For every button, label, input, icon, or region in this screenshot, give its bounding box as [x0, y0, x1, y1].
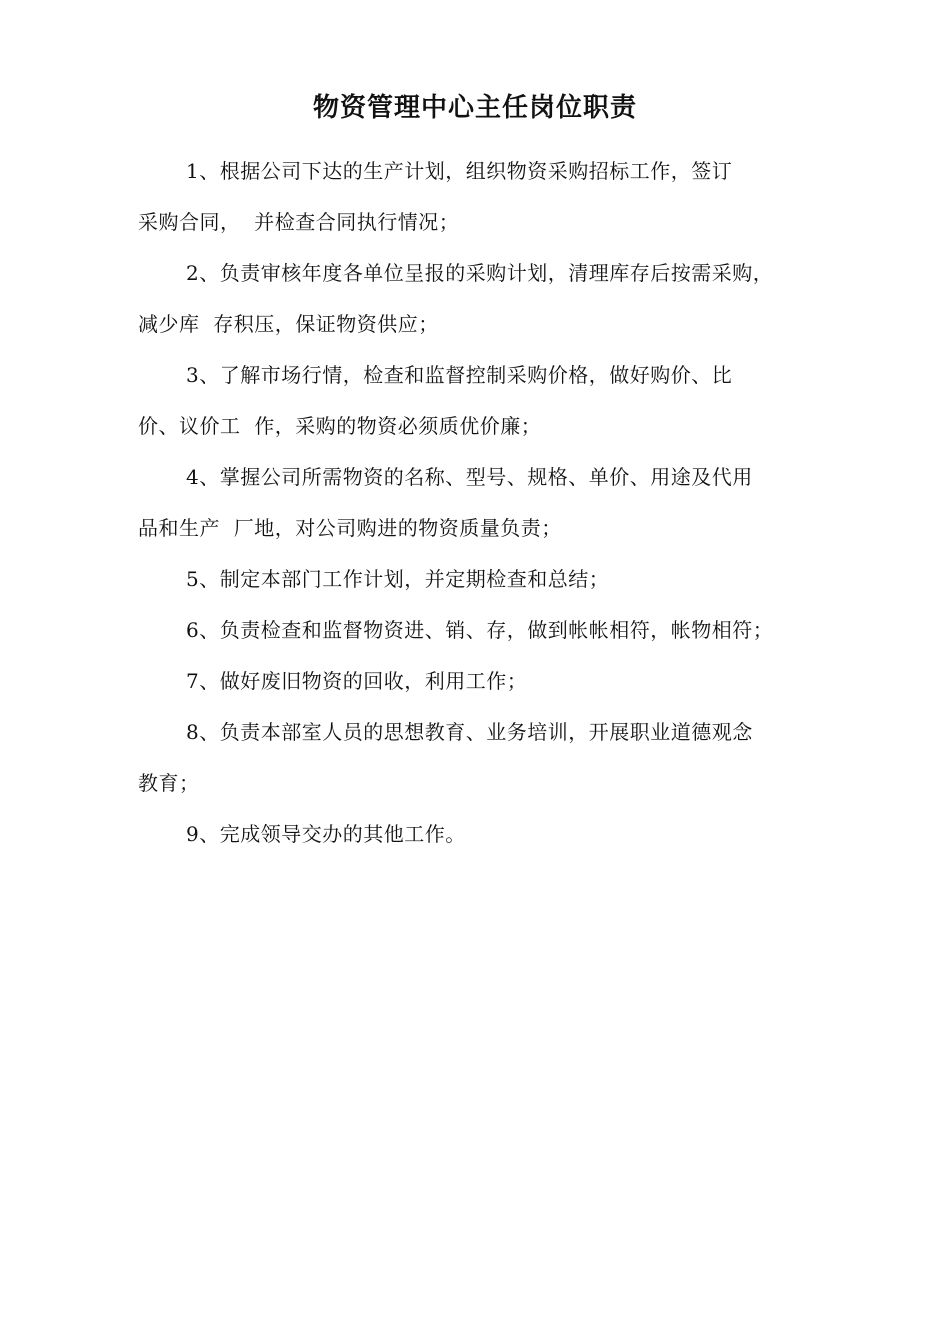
duty-3-line-1: 3、了解市场行情，检查和监督控制采购价格，做好购价、比: [186, 363, 733, 387]
duty-2-line-1: 2、负责审核年度各单位呈报的采购计划，清理库存后按需采购，: [186, 261, 774, 285]
duty-2-line-2: 减少库 存积压，保证物资供应；: [138, 312, 439, 336]
duty-5-line: 5、制定本部门工作计划，并定期检查和总结；: [186, 567, 610, 591]
duty-8-line-2: 教育；: [138, 771, 200, 795]
duty-1-line-2: 采购合同， 并检查合同执行情况；: [138, 210, 460, 234]
duty-4-line-1: 4、掌握公司所需物资的名称、型号、规格、单价、用途及代用: [186, 465, 753, 489]
duty-7-line: 7、做好废旧物资的回收，利用工作；: [186, 669, 528, 693]
duty-3-line-2: 价、议价工 作，采购的物资必须质优价廉；: [138, 414, 542, 438]
duty-6-line: 6、负责检查和监督物资进、销、存，做到帐帐相符，帐物相符；: [186, 618, 774, 642]
duty-1-line-1: 1、根据公司下达的生产计划，组织物资采购招标工作，签订: [186, 159, 733, 183]
duty-8-line-1: 8、负责本部室人员的思想教育、业务培训，开展职业道德观念: [186, 720, 753, 744]
document-title: 物资管理中心主任岗位职责: [312, 93, 637, 123]
duty-9-line: 9、完成领导交办的其他工作。: [186, 822, 466, 846]
duty-4-line-2: 品和生产 厂地，对公司购进的物资质量负责；: [138, 516, 562, 540]
